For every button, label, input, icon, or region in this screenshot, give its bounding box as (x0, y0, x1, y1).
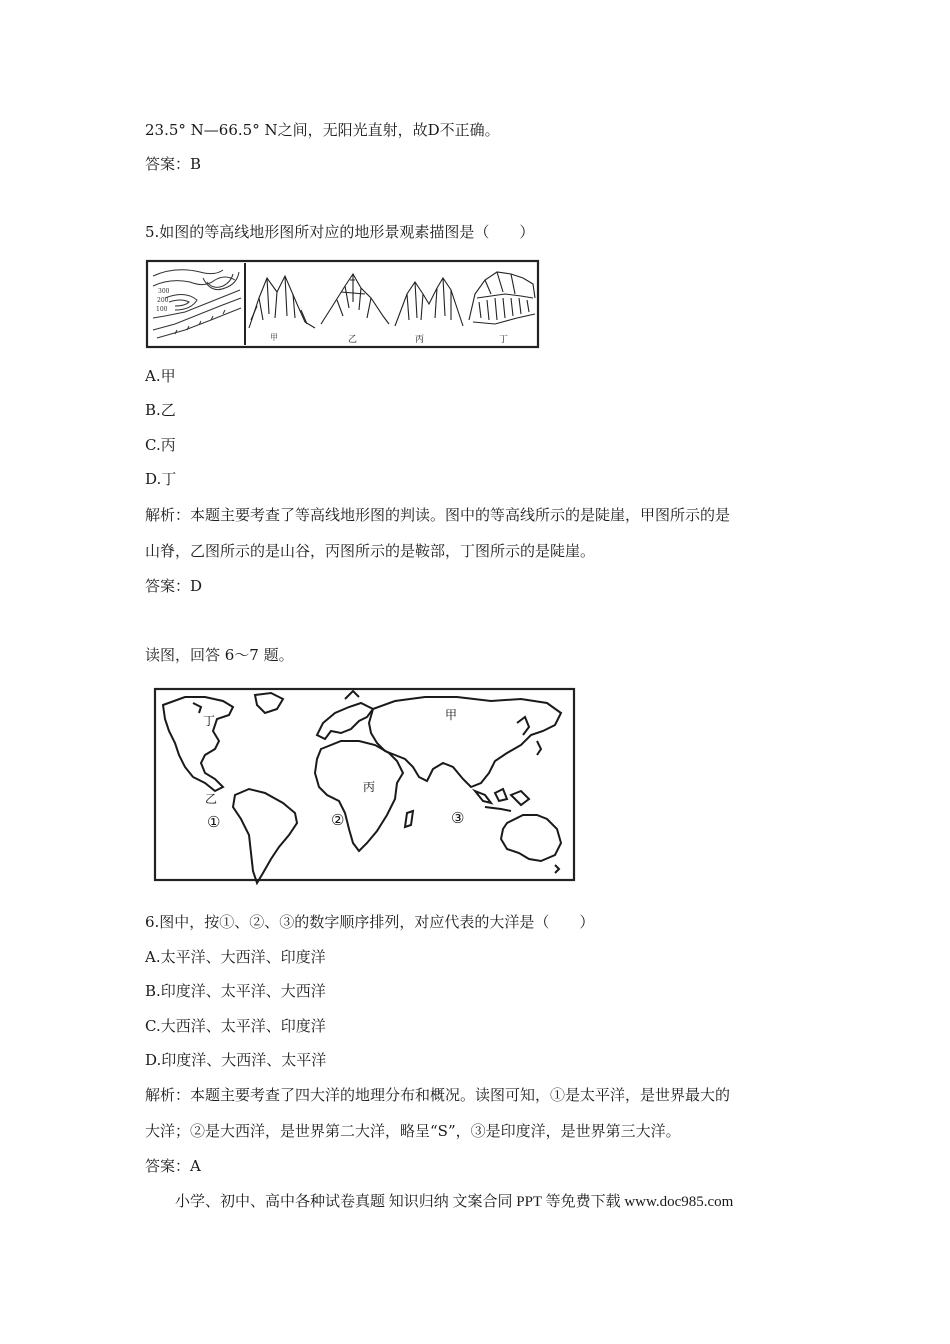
explanation-line: 山脊，乙图所示的是山谷，丙图所示的是鞍部，丁图所示的是陡崖。 (145, 542, 596, 560)
question-5: 5.如图的等高线地形图所对应的地形景观素描图是（ ） (145, 223, 535, 241)
region-label-bing: 丙 (363, 780, 376, 794)
contour-label-100: 100 (156, 306, 168, 313)
ocean-label-1: ① (207, 813, 221, 831)
ocean-label-3: ③ (451, 809, 465, 827)
option-c: C.丙 (145, 436, 176, 454)
option-d: D.丁 (145, 470, 177, 488)
answer-line: 答案：A (145, 1157, 201, 1175)
read-instruction: 读图，回答 6～7 题。 (145, 646, 294, 664)
explanation-line: 解析：本题主要考查了四大洋的地理分布和概况。读图可知，①是太平洋，是世界最大的 (145, 1086, 731, 1104)
contour-landscape-figure (145, 258, 541, 350)
ocean-label-2: ② (331, 811, 345, 829)
region-label-jia: 甲 (445, 708, 458, 722)
page-footer: 小学、初中、高中各种试卷真题 知识归纳 文案合同 PPT 等免费下载 www.doc985.com (175, 1194, 734, 1210)
option-c: C.大西洋、太平洋、印度洋 (145, 1017, 326, 1035)
sketch-label-yi: 乙 (348, 335, 358, 345)
contour-label-300: 300 (158, 288, 170, 295)
option-a: A.太平洋、大西洋、印度洋 (145, 948, 326, 966)
explanation-line: 解析：本题主要考查了等高线地形图的判读。图中的等高线所示的是陡崖，甲图所示的是 (145, 506, 731, 524)
explanation-line: 大洋；②是大西洋，是世界第二大洋，略呈“S”，③是印度洋，是世界第三大洋。 (145, 1122, 681, 1140)
option-b: B.印度洋、太平洋、大西洋 (145, 982, 326, 1000)
option-a: A.甲 (145, 367, 176, 385)
sketch-label-bing: 丙 (415, 335, 425, 345)
text-line: 23.5° N—66.5° N之间，无阳光直射，故D不正确。 (145, 121, 500, 139)
question-6: 6.图中，按①、②、③的数字顺序排列，对应代表的大洋是（ ） (145, 913, 595, 931)
option-b: B.乙 (145, 401, 176, 419)
world-map-figure (145, 683, 579, 889)
sketch-label-jia: 甲 (270, 333, 278, 342)
region-label-ding: 丁 (203, 714, 216, 728)
contour-label-200: 200 (157, 297, 169, 304)
option-d: D.印度洋、大西洋、太平洋 (145, 1051, 327, 1069)
sketch-label-ding: 丁 (499, 335, 509, 345)
answer-line: 答案：D (145, 577, 203, 595)
answer-line: 答案：B (145, 155, 202, 173)
region-label-yi: 乙 (205, 792, 218, 806)
